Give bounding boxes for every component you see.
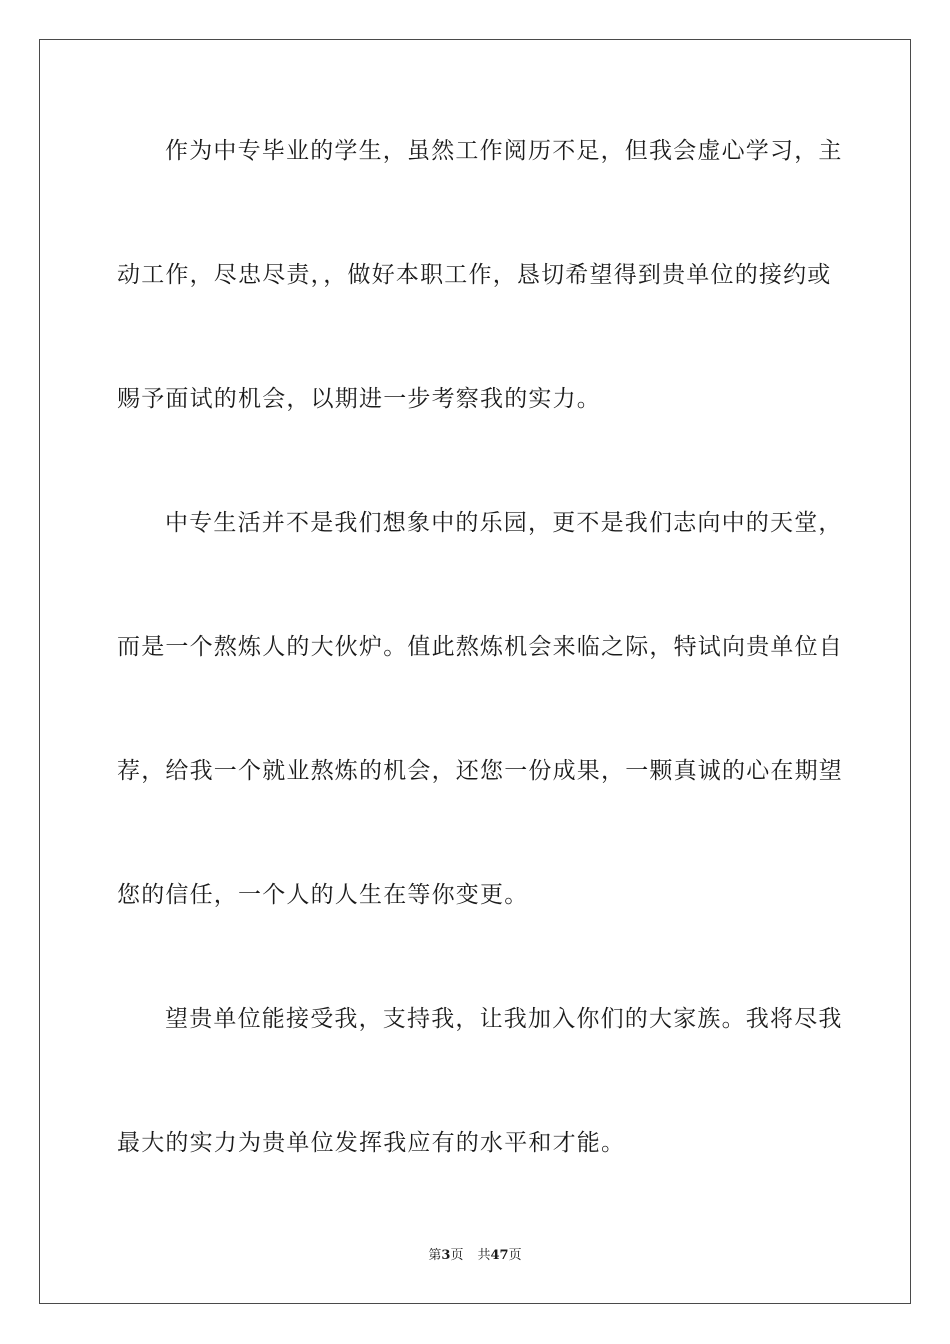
paragraph-3-line-2: 最大的实力为贵单位发挥我应有的水平和才能。 xyxy=(117,1130,626,1156)
paragraph-3-line-1: 望贵单位能接受我，支持我，让我加入你们的大家族。我将尽我 xyxy=(165,1006,843,1032)
page-footer xyxy=(0,1247,950,1265)
total-pages: 47 xyxy=(490,1248,509,1263)
page-number: 3 xyxy=(441,1248,451,1263)
paragraph-2-line-1: 中专生活并不是我们想象中的乐园，更不是我们志向中的天堂， xyxy=(165,510,843,536)
paragraph-2-line-3: 荐，给我一个就业熬炼的机会，还您一份成果，一颗真诚的心在期望 xyxy=(117,758,843,784)
page-suffix: 页 xyxy=(450,1248,464,1263)
paragraph-1-line-2: 动工作，尽忠尽责，，做好本职工作，恳切希望得到贵单位的接约或 xyxy=(117,262,832,288)
total-suffix: 页 xyxy=(508,1248,522,1263)
paragraph-1-line-3: 赐予面试的机会，以期进一步考察我的实力。 xyxy=(117,386,601,412)
page-prefix: 第 xyxy=(428,1248,442,1263)
paragraph-1-line-1: 作为中专毕业的学生，虽然工作阅历不足，但我会虚心学习，主 xyxy=(165,138,843,164)
total-prefix: 共 xyxy=(477,1248,491,1263)
paragraph-2-line-2: 而是一个熬炼人的大伙炉。值此熬炼机会来临之际，特试向贵单位自 xyxy=(117,634,843,660)
paragraph-2-line-4: 您的信任，一个人的人生在等你变更。 xyxy=(117,882,529,908)
page-border xyxy=(39,39,911,1304)
